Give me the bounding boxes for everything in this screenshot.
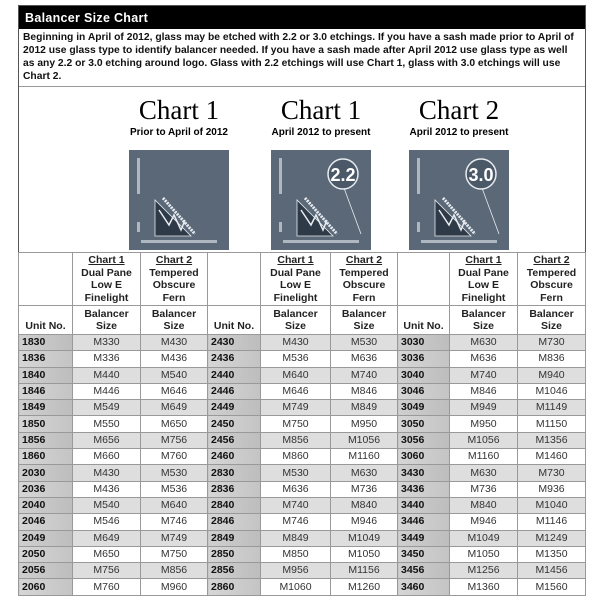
balancer-size-cell: M736 — [450, 481, 518, 497]
table-row — [19, 367, 586, 383]
table-row — [19, 383, 586, 399]
chart-legend-item — [251, 95, 391, 250]
balancer-size-cell: M849 — [331, 400, 398, 416]
chart-legend-item — [389, 95, 529, 250]
unit-no-cell: 1836 — [19, 351, 73, 367]
chart-name: Chart 1 — [88, 254, 125, 266]
table-row — [19, 530, 586, 546]
glass-type: Tempered — [339, 266, 389, 279]
unit-no-cell: 1860 — [19, 449, 73, 465]
header-line: Balancer — [529, 308, 574, 320]
glass-logo-icon — [409, 150, 509, 250]
balancer-size-cell: M649 — [73, 530, 141, 546]
header-line: Balancer — [461, 308, 506, 320]
header-line: Size — [472, 320, 494, 332]
unit-no-cell: 2846 — [208, 514, 261, 530]
balancer-size-cell: M730 — [518, 335, 586, 351]
table-row — [19, 465, 586, 481]
balancer-size-cell: M540 — [73, 497, 141, 513]
balancer-size-cell: M1160 — [450, 449, 518, 465]
unit-no-cell: 2036 — [19, 481, 73, 497]
glass-type: Low E — [280, 279, 311, 291]
chart-subtitle: April 2012 to present — [409, 127, 509, 138]
balancer-size-cell: M336 — [73, 351, 141, 367]
table-row — [19, 432, 586, 448]
balancer-size-cell: M649 — [141, 400, 208, 416]
table-row — [19, 335, 586, 351]
glass-type: Finelight — [461, 291, 506, 304]
glass-type: Fern — [352, 291, 376, 304]
balancer-size-cell: M840 — [331, 497, 398, 513]
chart-legend — [19, 87, 585, 268]
balancer-size-cell: M440 — [73, 367, 141, 383]
balancer-size-cell: M536 — [141, 481, 208, 497]
unit-no-cell: 2056 — [19, 563, 73, 579]
balancer-size-cell: M536 — [261, 351, 331, 367]
header-line: Size — [95, 320, 117, 332]
chart1-header — [450, 253, 518, 306]
table-row — [19, 579, 586, 595]
balancer-size-cell: M1356 — [518, 432, 586, 448]
balancer-size-cell: M1156 — [331, 563, 398, 579]
header-line: Size — [284, 320, 306, 332]
balancer-size-cell: M630 — [450, 335, 518, 351]
balancer-table — [18, 252, 586, 596]
table-row — [19, 563, 586, 579]
balancer-size-cell: M546 — [73, 514, 141, 530]
balancer-size-chart — [18, 5, 586, 268]
header-line: Balancer — [84, 308, 129, 320]
unit-no-cell: 3460 — [398, 579, 450, 595]
chart-name: Chart 1 — [465, 254, 502, 266]
unit-no-cell: 2436 — [208, 351, 261, 367]
header-line: Balancer — [151, 308, 197, 320]
chart-subtitle: Prior to April of 2012 — [130, 127, 228, 138]
balancer-size-cell: M1149 — [518, 400, 586, 416]
table-row — [19, 481, 586, 497]
unit-no-cell: 3060 — [398, 449, 450, 465]
balancer-size-cell: M1050 — [450, 546, 518, 562]
balancer-size-cell: M960 — [141, 579, 208, 595]
balancer-size-cell: M750 — [141, 546, 208, 562]
unit-no-cell: 2446 — [208, 383, 261, 399]
balancer-size-cell: M430 — [261, 335, 331, 351]
glass-type: Low E — [91, 279, 122, 291]
unit-no-cell: 2856 — [208, 563, 261, 579]
balancer-size-cell: M936 — [518, 481, 586, 497]
unit-no-cell: 2830 — [208, 465, 261, 481]
balancer-size-cell: M646 — [141, 383, 208, 399]
unit-no-cell: 2430 — [208, 335, 261, 351]
unit-no-cell: 3456 — [398, 563, 450, 579]
chart1-header — [73, 253, 141, 306]
balancer-size-cell: M1050 — [331, 546, 398, 562]
table-row — [19, 514, 586, 530]
table-row — [19, 546, 586, 562]
unit-no-cell: 2050 — [19, 546, 73, 562]
balancer-size-cell: M740 — [450, 367, 518, 383]
balancer-size-header — [331, 306, 398, 335]
balancer-size-cell: M730 — [518, 465, 586, 481]
balancer-size-cell: M946 — [331, 514, 398, 530]
glass-type: Tempered — [149, 266, 199, 279]
balancer-size-cell: M756 — [73, 563, 141, 579]
chart1-header — [261, 253, 331, 306]
balancer-size-cell: M430 — [73, 465, 141, 481]
header-line: Size — [540, 320, 562, 332]
balancer-size-cell: M849 — [261, 530, 331, 546]
balancer-size-cell: M650 — [141, 416, 208, 432]
balancer-size-cell: M946 — [450, 514, 518, 530]
balancer-size-header — [261, 306, 331, 335]
balancer-size-header — [73, 306, 141, 335]
table-row — [19, 449, 586, 465]
chart-title: Chart 2 — [418, 95, 500, 125]
balancer-size-cell: M1049 — [450, 530, 518, 546]
unit-no-cell: 1840 — [19, 367, 73, 383]
header-line: Balancer — [341, 308, 387, 320]
unit-no-cell: 2860 — [208, 579, 261, 595]
glass-type: Obscure — [342, 279, 386, 291]
unit-no-cell: 3430 — [398, 465, 450, 481]
unit-no-cell: 2850 — [208, 546, 261, 562]
balancer-size-cell: M856 — [261, 432, 331, 448]
chart2-header — [518, 253, 586, 306]
balancer-size-cell: M756 — [141, 432, 208, 448]
etching-label: 3.0 — [468, 165, 494, 185]
unit-no-cell: 1850 — [19, 416, 73, 432]
balancer-size-cell: M1249 — [518, 530, 586, 546]
balancer-size-cell: M636 — [331, 351, 398, 367]
unit-no-cell: 2840 — [208, 497, 261, 513]
glass-type: Finelight — [273, 291, 318, 304]
glass-logo-icon — [271, 150, 371, 250]
chart-legend-item — [109, 95, 249, 250]
unit-no-cell: 3056 — [398, 432, 450, 448]
balancer-size-cell: M640 — [141, 497, 208, 513]
empty-header — [19, 253, 73, 306]
unit-no-cell: 1849 — [19, 400, 73, 416]
balancer-size-cell: M1360 — [450, 579, 518, 595]
chart-title: Chart 1 — [280, 95, 362, 125]
balancer-size-cell: M1460 — [518, 449, 586, 465]
chart-subtitle: April 2012 to present — [271, 127, 371, 138]
balancer-size-cell: M436 — [141, 351, 208, 367]
unit-no-cell: 3030 — [398, 335, 450, 351]
balancer-size-cell: M660 — [73, 449, 141, 465]
balancer-size-cell: M749 — [261, 400, 331, 416]
unit-no-cell: 1830 — [19, 335, 73, 351]
balancer-size-cell: M836 — [518, 351, 586, 367]
header-line: Size — [163, 320, 185, 332]
balancer-size-cell: M549 — [73, 400, 141, 416]
balancer-size-cell: M640 — [261, 367, 331, 383]
balancer-size-cell: M846 — [450, 383, 518, 399]
balancer-size-header — [450, 306, 518, 335]
table-row — [19, 400, 586, 416]
glass-type: Obscure — [530, 279, 573, 291]
balancer-size-cell: M1150 — [518, 416, 586, 432]
balancer-size-cell: M1040 — [518, 497, 586, 513]
chart-name: Chart 2 — [533, 254, 570, 266]
glass-type: Finelight — [84, 291, 129, 304]
glass-type: Fern — [540, 291, 563, 304]
balancer-size-cell: M550 — [73, 416, 141, 432]
balancer-size-cell: M740 — [331, 367, 398, 383]
unit-no-cell: 2450 — [208, 416, 261, 432]
page-title: Balancer Size Chart — [19, 6, 585, 29]
empty-header — [398, 253, 450, 306]
balancer-size-cell: M856 — [141, 563, 208, 579]
unit-no-cell: 2046 — [19, 514, 73, 530]
balancer-size-cell: M1046 — [518, 383, 586, 399]
balancer-size-cell: M750 — [261, 416, 331, 432]
balancer-size-cell: M950 — [331, 416, 398, 432]
balancer-size-cell: M860 — [261, 449, 331, 465]
balancer-size-cell: M1560 — [518, 579, 586, 595]
glass-type: Fern — [162, 291, 186, 304]
unit-no-header: Unit No. — [208, 306, 261, 335]
balancer-size-cell: M636 — [261, 481, 331, 497]
balancer-size-cell: M330 — [73, 335, 141, 351]
balancer-size-cell: M840 — [450, 497, 518, 513]
unit-no-header: Unit No. — [398, 306, 450, 335]
balancer-size-cell: M650 — [73, 546, 141, 562]
chart-title: Chart 1 — [138, 95, 220, 125]
chart-name: Chart 2 — [345, 254, 383, 266]
balancer-size-cell: M446 — [73, 383, 141, 399]
balancer-size-cell: M430 — [141, 335, 208, 351]
unit-no-cell: 3446 — [398, 514, 450, 530]
unit-no-header: Unit No. — [19, 306, 73, 335]
glass-type: Dual Pane — [458, 266, 509, 279]
balancer-size-cell: M530 — [261, 465, 331, 481]
unit-no-cell: 3040 — [398, 367, 450, 383]
glass-type: Low E — [468, 279, 499, 291]
unit-no-cell: 2060 — [19, 579, 73, 595]
balancer-size-cell: M1260 — [331, 579, 398, 595]
table-row — [19, 416, 586, 432]
unit-no-cell: 3450 — [398, 546, 450, 562]
balancer-size-cell: M1146 — [518, 514, 586, 530]
balancer-size-cell: M1056 — [331, 432, 398, 448]
balancer-size-cell: M1049 — [331, 530, 398, 546]
balancer-size-cell: M749 — [141, 530, 208, 546]
balancer-size-cell: M746 — [141, 514, 208, 530]
balancer-size-cell: M636 — [450, 351, 518, 367]
unit-no-cell: 2456 — [208, 432, 261, 448]
glass-type: Dual Pane — [81, 266, 132, 279]
balancer-size-cell: M760 — [141, 449, 208, 465]
balancer-size-cell: M846 — [331, 383, 398, 399]
unit-no-cell: 3036 — [398, 351, 450, 367]
balancer-size-cell: M740 — [261, 497, 331, 513]
balancer-size-cell: M436 — [73, 481, 141, 497]
balancer-size-cell: M656 — [73, 432, 141, 448]
header-line: Size — [353, 320, 375, 332]
balancer-size-header — [141, 306, 208, 335]
balancer-size-cell: M940 — [518, 367, 586, 383]
unit-no-cell: 3449 — [398, 530, 450, 546]
unit-no-cell: 1856 — [19, 432, 73, 448]
balancer-size-cell: M630 — [331, 465, 398, 481]
balancer-size-cell: M850 — [261, 546, 331, 562]
unit-no-cell: 2040 — [19, 497, 73, 513]
balancer-size-cell: M736 — [331, 481, 398, 497]
intro-text: Beginning in April of 2012, glass may be etched with 2.2 or 3.0 etchings. If you have a sash made prior to April of 2012 use glass type to identify balancer needed. If you have a sash made after April 2012 use glass type as well as any 2.2 or 3.0 etching around logo. Glass with 2.2 etchings will use Chart 1, glass with 3.0 etchings will use Chart 2. — [19, 29, 585, 87]
glass-type: Dual Pane — [270, 266, 321, 279]
balancer-size-cell: M950 — [450, 416, 518, 432]
empty-header — [208, 253, 261, 306]
table-row — [19, 497, 586, 513]
chart2-header — [331, 253, 398, 306]
unit-no-cell: 2460 — [208, 449, 261, 465]
table-row — [19, 351, 586, 367]
balancer-size-cell: M646 — [261, 383, 331, 399]
balancer-size-cell: M956 — [261, 563, 331, 579]
balancer-size-header — [518, 306, 586, 335]
unit-no-cell: 2049 — [19, 530, 73, 546]
header-line: Balancer — [273, 308, 318, 320]
balancer-size-cell: M530 — [141, 465, 208, 481]
unit-no-cell: 3050 — [398, 416, 450, 432]
balancer-size-cell: M1160 — [331, 449, 398, 465]
chart2-header — [141, 253, 208, 306]
glass-type: Obscure — [152, 279, 196, 291]
balancer-size-cell: M630 — [450, 465, 518, 481]
balancer-size-cell: M530 — [331, 335, 398, 351]
balancer-size-cell: M1060 — [261, 579, 331, 595]
unit-no-cell: 3440 — [398, 497, 450, 513]
glass-logo-icon — [129, 150, 229, 250]
unit-no-cell: 3046 — [398, 383, 450, 399]
balancer-size-cell: M1350 — [518, 546, 586, 562]
chart-name: Chart 2 — [155, 254, 193, 266]
balancer-size-cell: M760 — [73, 579, 141, 595]
balancer-size-cell: M746 — [261, 514, 331, 530]
unit-no-cell: 3049 — [398, 400, 450, 416]
unit-no-cell: 2030 — [19, 465, 73, 481]
balancer-size-cell: M949 — [450, 400, 518, 416]
etching-label: 2.2 — [330, 165, 356, 185]
unit-no-cell: 3436 — [398, 481, 450, 497]
chart-name: Chart 1 — [277, 254, 314, 266]
unit-no-cell: 2849 — [208, 530, 261, 546]
unit-no-cell: 2440 — [208, 367, 261, 383]
balancer-size-cell: M1256 — [450, 563, 518, 579]
unit-no-cell: 1846 — [19, 383, 73, 399]
balancer-size-cell: M1456 — [518, 563, 586, 579]
unit-no-cell: 2449 — [208, 400, 261, 416]
unit-no-cell: 2836 — [208, 481, 261, 497]
balancer-size-cell: M1056 — [450, 432, 518, 448]
glass-type: Tempered — [526, 266, 577, 279]
balancer-size-cell: M540 — [141, 367, 208, 383]
